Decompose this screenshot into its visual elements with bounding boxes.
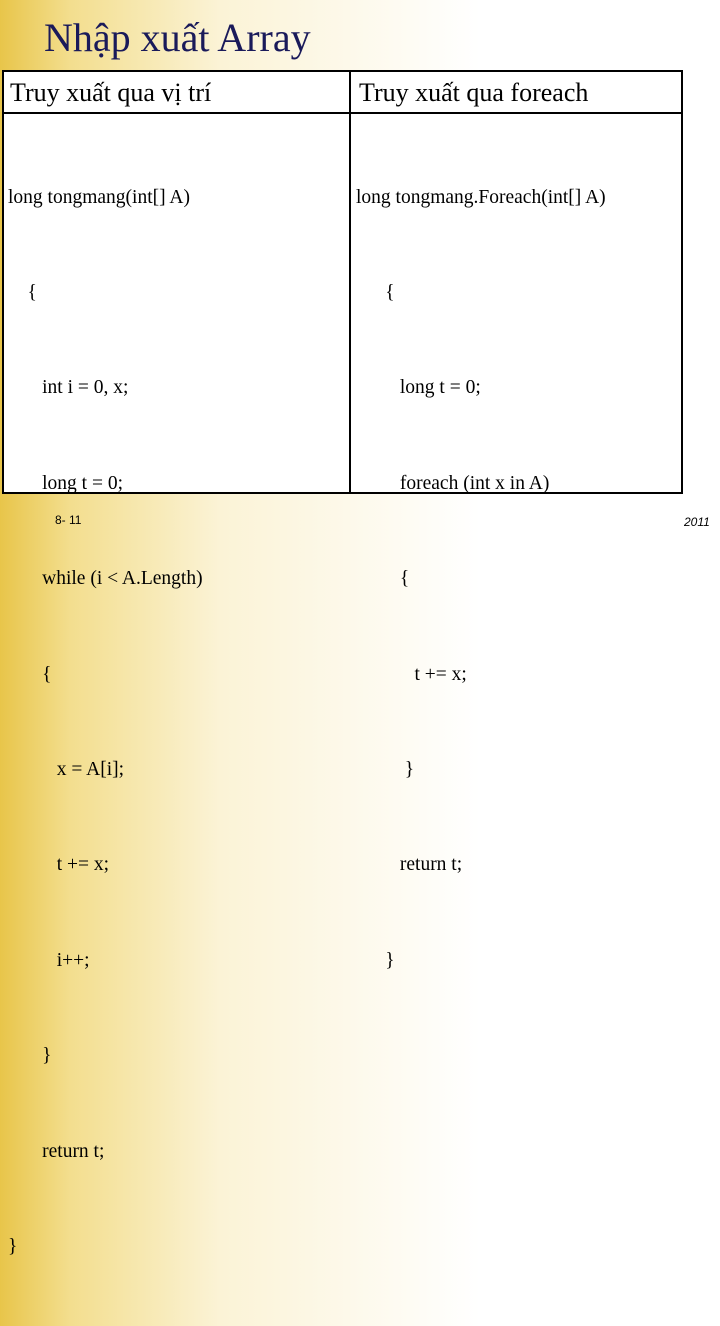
header-divider xyxy=(4,112,681,114)
code-line: { xyxy=(356,568,410,590)
slide-number: 8- 11 xyxy=(55,513,82,527)
column-divider xyxy=(349,72,351,492)
code-line: long t = 0; xyxy=(8,472,124,494)
code-line: return t; xyxy=(356,854,463,876)
footer-year: 2011 xyxy=(684,515,710,529)
code-line: while (i < A.Length) xyxy=(8,568,203,590)
code-line: } xyxy=(8,1235,18,1257)
left-code-block xyxy=(8,118,203,1326)
code-line: i++; xyxy=(8,949,90,971)
code-line: { xyxy=(8,281,37,303)
code-line: foreach (int x in A) xyxy=(356,472,550,494)
code-line: long tongmang(int[] A) xyxy=(8,186,190,208)
code-line: } xyxy=(356,758,415,780)
right-column-header: Truy xuất qua foreach xyxy=(359,78,589,107)
right-code-block xyxy=(356,118,606,1040)
left-column-header: Truy xuất qua vị trí xyxy=(10,78,212,107)
code-line: long t = 0; xyxy=(356,377,481,399)
code-line: x = A[i]; xyxy=(8,758,125,780)
code-line: t += x; xyxy=(8,854,110,876)
code-line: t += x; xyxy=(356,663,467,685)
code-line: long tongmang.Foreach(int[] A) xyxy=(356,186,606,208)
code-line: { xyxy=(356,281,395,303)
code-line: return t; xyxy=(8,1140,105,1162)
code-line: int i = 0, x; xyxy=(8,377,129,399)
code-line: } xyxy=(8,1045,52,1067)
slide-title: Nhập xuất Array xyxy=(44,15,311,60)
code-line: { xyxy=(8,663,52,685)
code-line: } xyxy=(356,949,395,971)
